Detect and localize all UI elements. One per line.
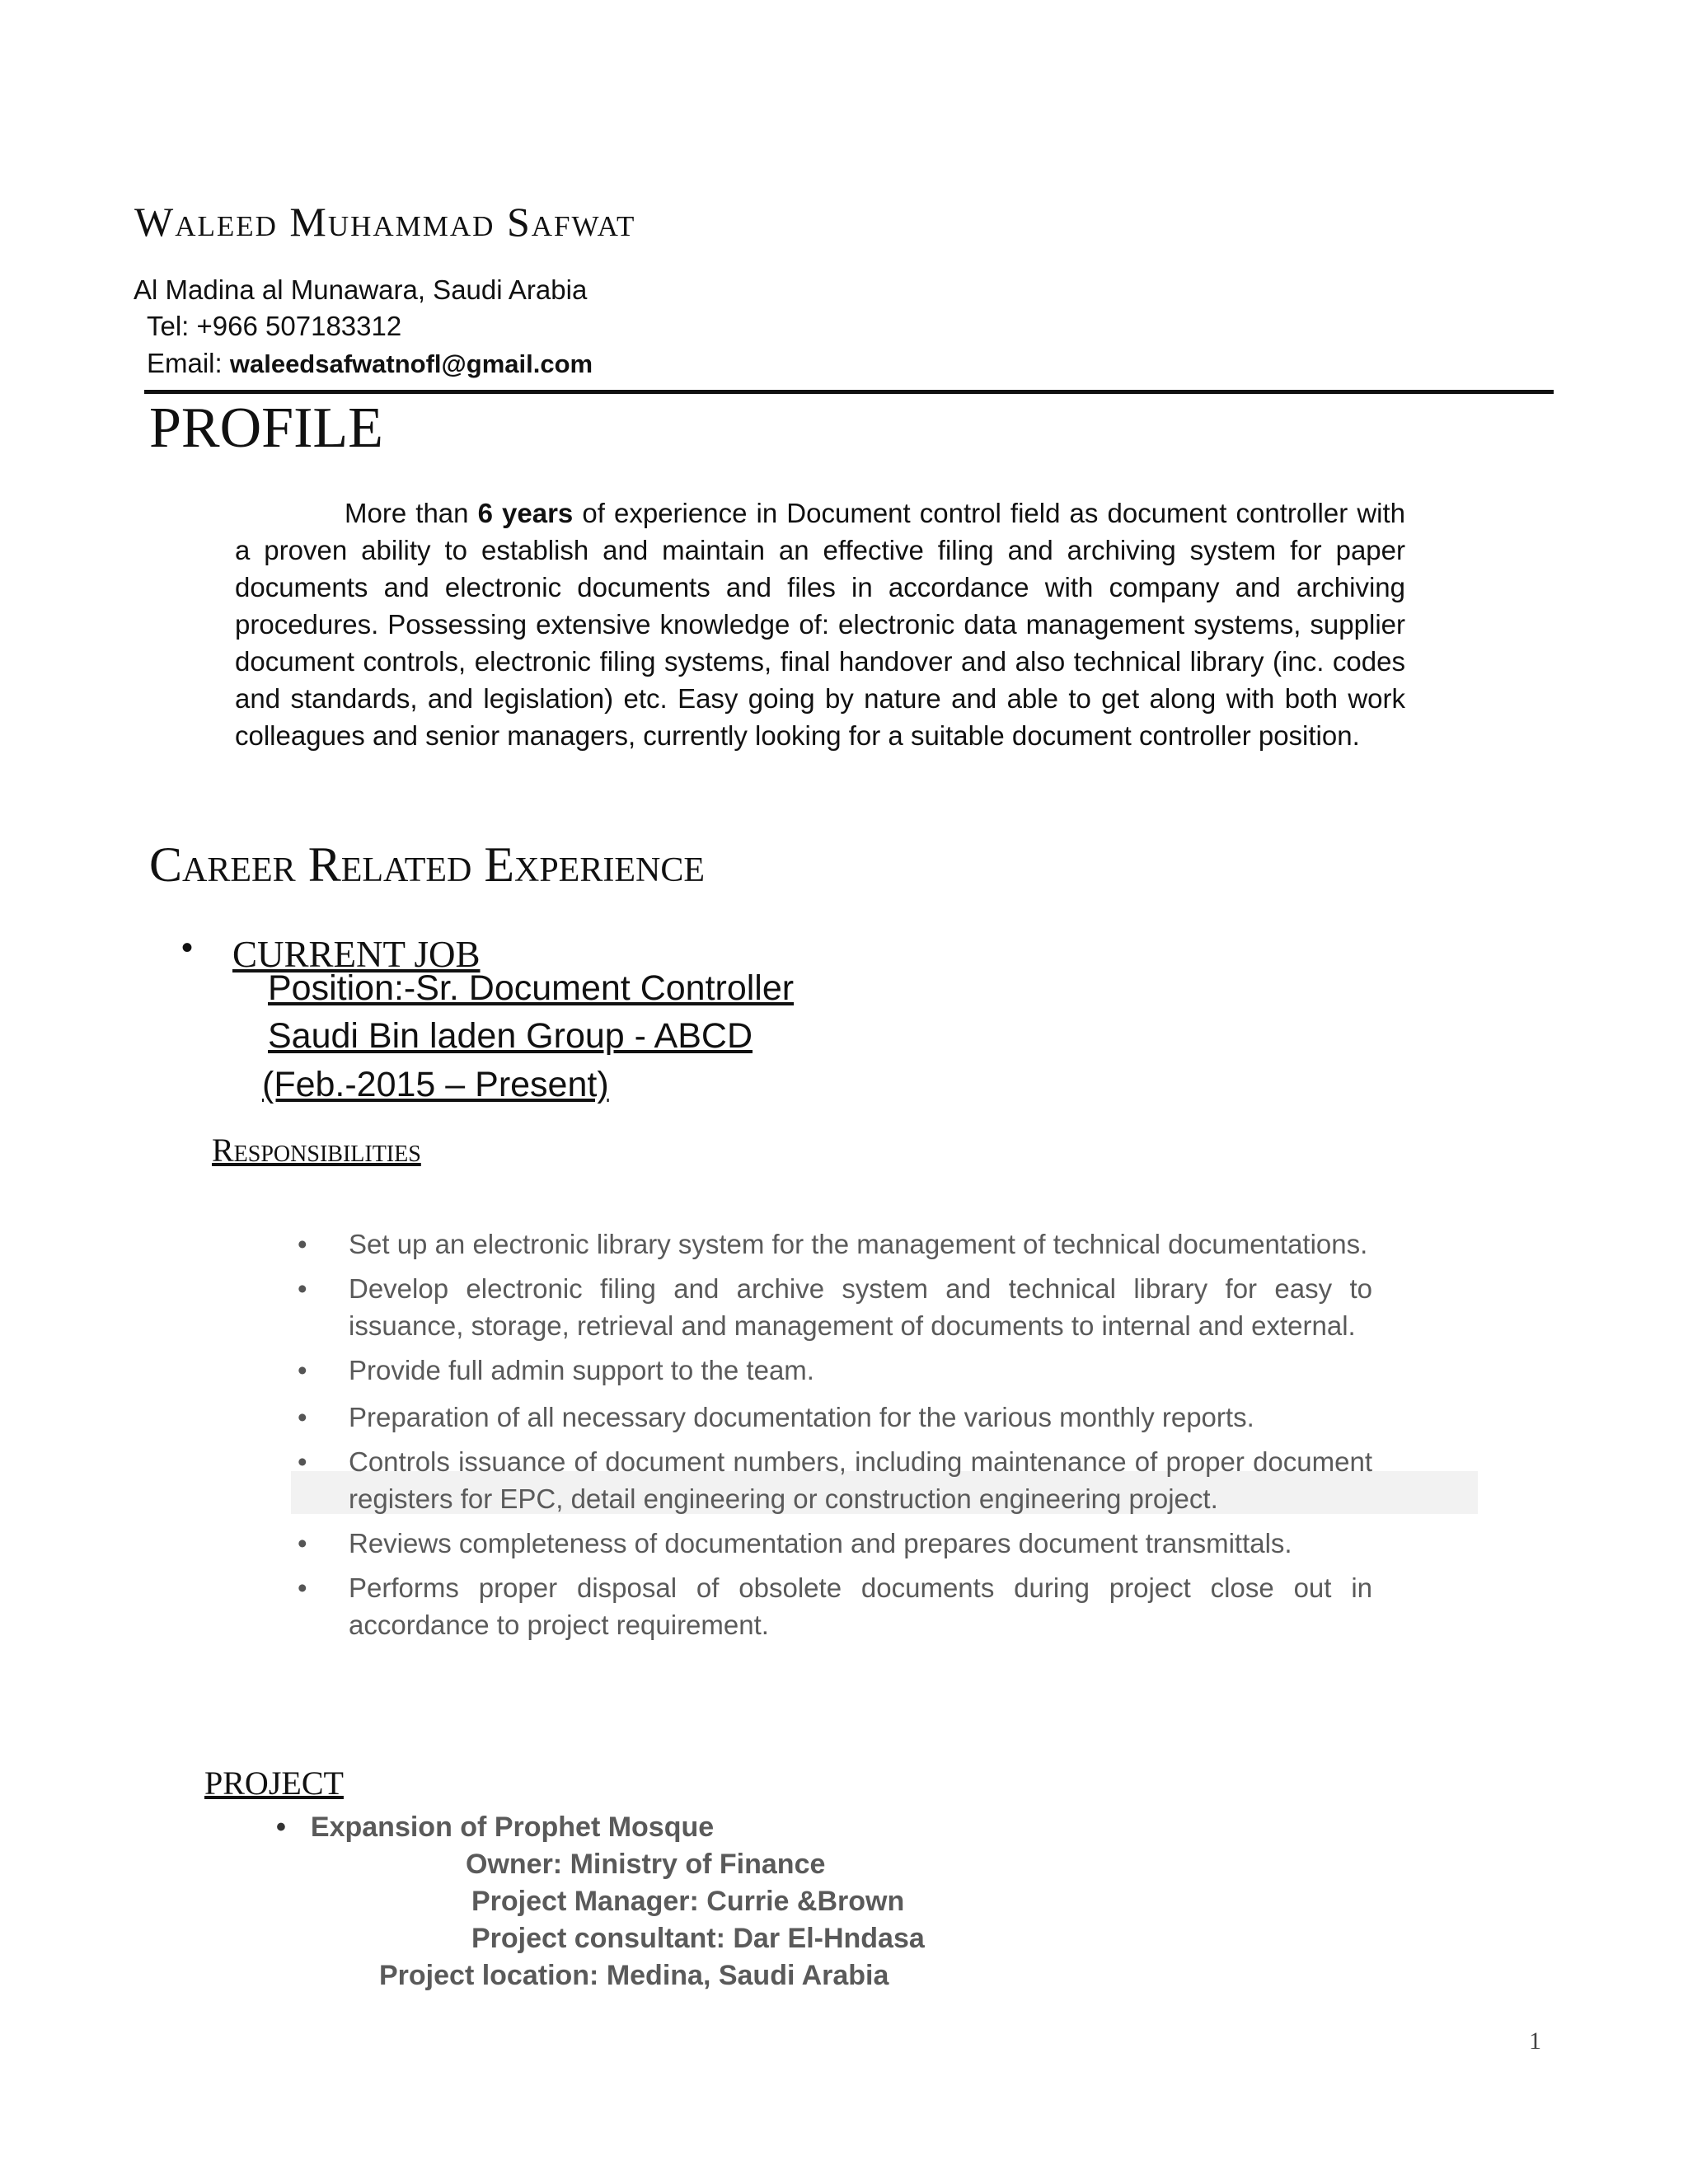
telephone (147, 311, 401, 342)
page-number: 1 (1529, 2027, 1541, 2055)
bullet-icon: • (298, 1229, 307, 1259)
project-title (276, 1811, 714, 1844)
list-item (293, 1270, 1372, 1344)
bullet-icon: • (298, 1528, 307, 1558)
responsibility-text: Reviews completeness of documentation and prepares document transmittals. (349, 1528, 1292, 1558)
profile-years: 6 years (477, 498, 574, 528)
responsibility-text: Develop electronic filing and archive system and technical library for easy to issuance, storage, retrieval and management of documents to internal and external. (349, 1273, 1372, 1341)
profile-heading: PROFILE (149, 396, 383, 460)
profile-text-rest: of experience in Document control field as document controller with a proven ability to establish and maintain an effective filing and archiving system for paper documents and electronic documents and files in accordance with company and archiving procedures. Possessing extensive knowledge of: electronic data management systems, supplier document controls, electronic filing systems, final handover and also technical library (inc. codes and standards, and legislation) etc. Easy going by nature and able to get along with both work colleagues and senior managers, currently looking for a suitable document controller position. (235, 498, 1406, 751)
current-job-label: CURRENT JOB (232, 934, 481, 975)
profile-text-start: More than (345, 498, 478, 528)
responsibilities-list (293, 1226, 1372, 1651)
tel-value: +966 507183312 (196, 311, 402, 341)
career-heading: Career Related Experience (149, 837, 705, 892)
responsibility-text: Controls issuance of document numbers, including maintenance of proper document registers for EPC, detail engineering or construction engineering project. (349, 1446, 1372, 1514)
list-item (293, 1399, 1372, 1436)
bullet-icon: • (276, 1811, 286, 1843)
job-position: Position:-Sr. Document Controller (268, 968, 795, 1008)
project-heading: PROJECT (204, 1765, 344, 1802)
list-item (293, 1525, 1372, 1562)
bullet-icon: • (298, 1355, 307, 1385)
bullet-icon: • (298, 1273, 307, 1304)
project-owner: Owner: Ministry of Finance (466, 1849, 826, 1880)
candidate-name: Waleed Muhammad Safwat (134, 199, 636, 245)
email-value: waleedsafwatnofl@gmail.com (229, 349, 593, 378)
list-item (293, 1443, 1372, 1517)
profile-summary (235, 494, 1405, 754)
location: Al Madina al Munawara, Saudi Arabia (134, 274, 588, 305)
responsibility-text: Performs proper disposal of obsolete documents during project close out in accordance to project requirement. (349, 1572, 1372, 1640)
bullet-icon: • (181, 930, 194, 966)
responsibility-text: Set up an electronic library system for the management of technical documentations. (349, 1229, 1368, 1259)
bullet-icon: • (298, 1402, 307, 1432)
bullet-icon: • (298, 1572, 307, 1603)
responsibilities-heading: Responsibilities (212, 1132, 421, 1169)
project-location: Project location: Medina, Saudi Arabia (379, 1960, 889, 1991)
bullet-icon: • (298, 1446, 307, 1477)
list-item (293, 1226, 1372, 1263)
responsibility-text: Provide full admin support to the team. (349, 1355, 814, 1385)
job-period: (Feb.-2015 – Present) (262, 1065, 609, 1104)
job-company: Saudi Bin laden Group - ABCD (268, 1016, 753, 1056)
list-item (293, 1569, 1372, 1643)
email (147, 348, 593, 379)
project-manager: Project Manager: Currie &Brown (471, 1886, 905, 1917)
tel-label: Tel: (147, 311, 197, 341)
header-divider (144, 390, 1554, 394)
responsibility-text: Preparation of all necessary documentation for the various monthly reports. (349, 1402, 1254, 1432)
project-consultant: Project consultant: Dar El-Hndasa (471, 1923, 925, 1954)
email-label: Email: (147, 348, 230, 378)
list-item (293, 1352, 1372, 1389)
project-title-text: Expansion of Prophet Mosque (310, 1811, 715, 1843)
